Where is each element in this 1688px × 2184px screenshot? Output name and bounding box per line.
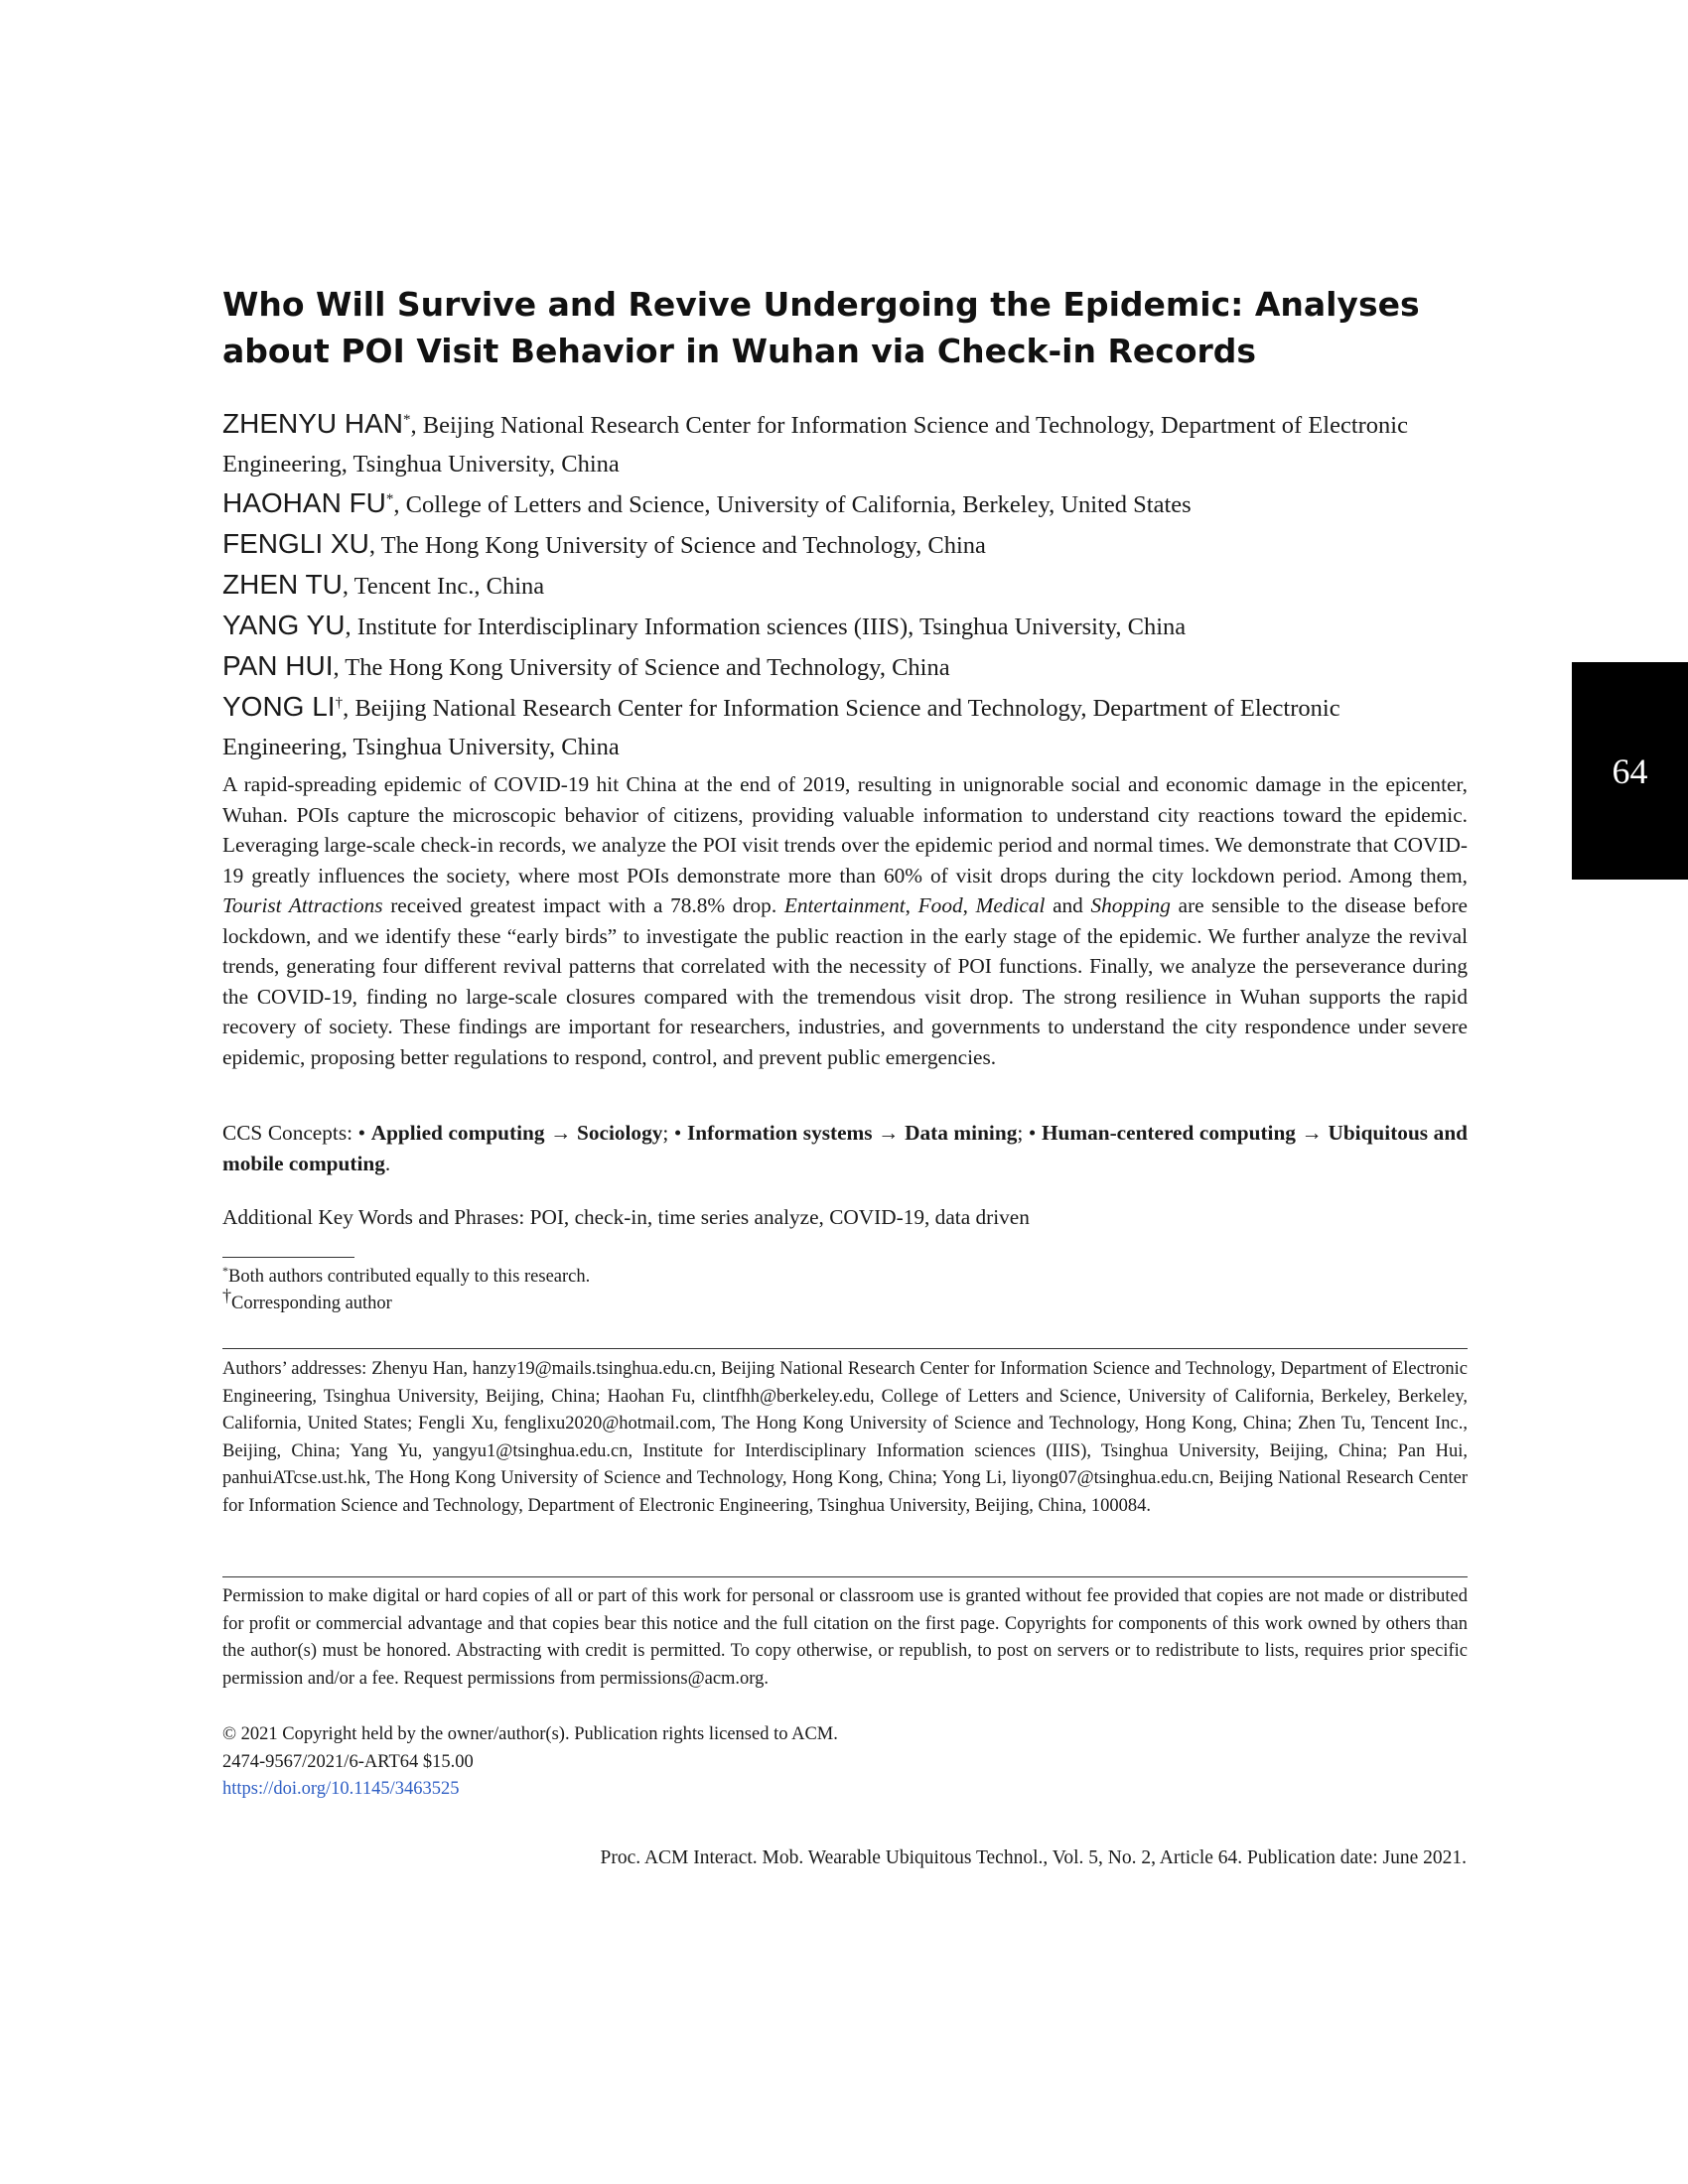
footnote-corresponding	[222, 1285, 1468, 1317]
author-affiliation: , Beijing National Research Center for Information Science and Technology, Department of Electronic Engineering, Tsinghua University, China	[222, 695, 1340, 760]
author-mark: *	[403, 411, 411, 428]
author-name: ZHENYU HAN	[222, 408, 404, 439]
ccs-label: CCS Concepts: •	[222, 1121, 371, 1145]
ccs-separator: ; •	[662, 1121, 687, 1145]
author-entry	[222, 606, 1468, 646]
ccs-concept: Applied computing → Sociology	[370, 1121, 663, 1145]
divider	[222, 1348, 1468, 1349]
footnote-mark: *	[222, 1263, 228, 1278]
ccs-concepts	[222, 1118, 1468, 1179]
author-list	[222, 404, 1468, 766]
doi-link[interactable]: https://doi.org/10.1145/3463525	[222, 1779, 460, 1799]
footnote-text: Corresponding author	[231, 1294, 392, 1313]
abstract-text: ,	[905, 893, 918, 917]
author-affiliation: , Institute for Interdisciplinary Information sciences (IIIS), Tsinghua University, China	[345, 614, 1187, 640]
divider	[222, 1576, 1468, 1577]
abstract-emphasis: Medical	[975, 893, 1046, 917]
author-name: YONG LI	[222, 691, 336, 722]
abstract-text: received greatest impact with a 78.8% drop.	[382, 893, 784, 917]
abstract	[222, 769, 1468, 1072]
author-name: YANG YU	[222, 610, 346, 640]
ccs-separator: .	[384, 1152, 391, 1175]
abstract-emphasis: Shopping	[1090, 893, 1171, 917]
article-number-tab	[1572, 662, 1688, 880]
author-name: PAN HUI	[222, 650, 334, 681]
abstract-text: A rapid-spreading epidemic of COVID-19 hit China at the end of 2019, resulting in unignorable social and economic damage in the epicenter, Wuhan. POIs capture the microscopic behavior of citizens, providing valuable information to understand city reactions toward the epidemic. Leveraging large-scale check-in records, we analyze the POI visit trends over the epidemic period and normal times. We demonstrate that COVID-19 greatly influences the society, where most POIs demonstrate more than 60% of visit drops during the city lockdown period. Among them,	[222, 772, 1468, 887]
keywords: Additional Key Words and Phrases: POI, check-in, time series analyze, COVID-19, data driven	[222, 1205, 1030, 1229]
abstract-emphasis: Tourist Attractions	[222, 893, 383, 917]
abstract-text: and	[1045, 893, 1091, 917]
footnote-text: Both authors contributed equally to this research.	[228, 1267, 591, 1287]
footnotes	[222, 1264, 1468, 1317]
abstract-text: ,	[962, 893, 976, 917]
abstract-text: are sensible to the disease before lockdown, and we identify these “early birds” to investigate the public reaction in the early stage of the epidemic. We further analyze the revival trends, generating four different revival patterns that correlated with the necessity of POI functions. Finally, we analyze the perseverance during the COVID-19, finding no large-scale closures compared with the tremendous visit drop. The strong resilience in Wuhan supports the rapid recovery of society. These findings are important for researchers, industries, and governments to understand the city respondence under severe epidemic, proposing better regulations to respond, control, and prevent public emergencies.	[222, 893, 1469, 1069]
author-affiliation: , The Hong Kong University of Science and Technology, China	[333, 654, 950, 681]
footnote-equal-contribution	[222, 1264, 1468, 1291]
author-affiliation: , Tencent Inc., China	[342, 573, 545, 600]
author-affiliation: , College of Letters and Science, University of California, Berkeley, United States	[393, 491, 1192, 518]
author-affiliation: , Beijing National Research Center for Information Science and Technology, Department of Electronic Engineering, Tsinghua University, China	[222, 412, 1408, 478]
footnote-mark: †	[222, 1285, 231, 1305]
publication-info	[222, 1721, 1468, 1804]
issn-line: 2474-9567/2021/6-ART64 $15.00	[222, 1751, 474, 1772]
article-number: 64	[1612, 751, 1648, 791]
ccs-concept: Human-centered computing → Ubiquitous and mobile computing	[222, 1121, 1469, 1175]
author-name: ZHEN TU	[222, 569, 343, 600]
permissions-notice: Permission to make digital or hard copies of all or part of this work for personal or classroom use is granted without fee provided that copies are not made or distributed for profit or commercial advantage and that copies bear this notice and the full citation on the first page. Copyrights for components of this work owned by others than the author(s) must be honored. Abstracting with credit is permitted. To copy otherwise, or republish, to post on servers or to redistribute to lists, requires prior specific permission and/or a fee. Request permissions from permissions@acm.org.	[222, 1586, 1468, 1689]
copyright-line: © 2021 Copyright held by the owner/author(s). Publication rights licensed to ACM.	[222, 1724, 838, 1744]
title-line-2: about POI Visit Behavior in Wuhan via Check-in Records	[222, 332, 1257, 370]
abstract-emphasis: Entertainment	[783, 893, 906, 917]
running-footer: Proc. ACM Interact. Mob. Wearable Ubiquitous Technol., Vol. 5, No. 2, Article 64. Publication date: June 2021.	[600, 1847, 1467, 1868]
author-entry	[222, 483, 1468, 524]
author-mark: †	[335, 694, 344, 711]
author-entry	[222, 404, 1468, 483]
author-name: FENGLI XU	[222, 528, 369, 559]
ccs-concept: Information systems → Data mining	[686, 1121, 1018, 1145]
abstract-emphasis: Food	[917, 893, 963, 917]
footnote-divider	[222, 1257, 354, 1258]
author-mark: *	[385, 490, 394, 507]
author-entry	[222, 565, 1468, 606]
author-affiliation: , The Hong Kong University of Science and Technology, China	[368, 532, 986, 559]
title-line-1: Who Will Survive and Revive Undergoing the Epidemic: Analyses	[222, 285, 1420, 324]
ccs-separator: ; •	[1017, 1121, 1042, 1145]
author-name: HAOHAN FU	[222, 487, 386, 518]
author-addresses: Authors’ addresses: Zhenyu Han, hanzy19@mails.tsinghua.edu.cn, Beijing National Research Center for Information Science and Technology, Department of Electronic Engineering, Tsinghua University, Beijing, China; Haohan Fu, clintfhh@berkeley.edu, College of Letters and Science, University of California, Berkeley, Berkeley, California, United States; Fengli Xu, fenglixu2020@hotmail.com, The Hong Kong University of Science and Technology, Hong Kong, China; Zhen Tu, Tencent Inc., Beijing, China; Yang Yu, yangyu1@tsinghua.edu.cn, Institute for Interdisciplinary Information sciences (IIIS), Tsinghua University, Beijing, China; Pan Hui, panhuiATcse.ust.hk, The Hong Kong University of Science and Technology, Hong Kong, China; Yong Li, liyong07@tsinghua.edu.cn, Beijing National Research Center for Information Science and Technology, Department of Electronic Engineering, Tsinghua University, Beijing, China, 100084.	[222, 1359, 1468, 1516]
paper-title	[222, 281, 1468, 374]
author-entry	[222, 524, 1468, 565]
author-entry	[222, 646, 1468, 687]
author-entry	[222, 687, 1468, 766]
